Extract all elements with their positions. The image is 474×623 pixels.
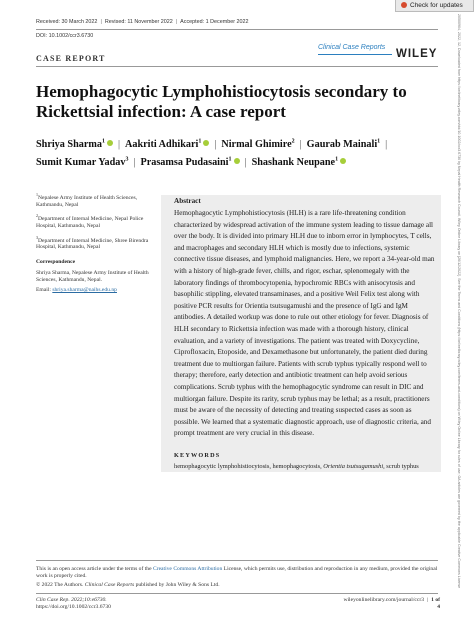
date-separator: | (100, 19, 102, 25)
crossmark-icon (401, 2, 407, 8)
license-divider (36, 560, 438, 561)
revised-date: Revised: 11 November 2022 (104, 19, 173, 25)
abstract-heading: Abstract (174, 197, 201, 205)
correspondence-address: Shriya Sharma, Nepalese Army Institute of Health Sciences, Kathmandu, Nepal. (36, 269, 149, 283)
accepted-date: Accepted: 1 December 2022 (180, 19, 249, 25)
footer-site: wileyonlinelibrary.com/journal/ccr3 | 1 of 4 (343, 597, 440, 610)
header-divider (36, 29, 438, 30)
license-notice (36, 566, 440, 590)
author[interactable]: Gaurab Mainali$^1$ | (306, 139, 388, 151)
doi: DOI: 10.1002/ccr3.6730 (36, 33, 94, 39)
author-list: Shriya Sharma$^1$ | Aakriti Adhikari$^1$ | Nirmal Ghimire$^2$ | Gaurab Mainali$^1$ | Sumit Kumar Yadav$^3$ | Prasamsa Pudasaini$^1$ | Shashank Neupane$^1$ (36, 135, 446, 171)
date-separator: | (175, 19, 178, 25)
download-info-text: 20500904, 2022, 12, Downloaded from https://onlinelibrary.wiley.com/doi/10.1002/ccr3.6730 by Nepal Health Research Council, Wiley Online Library on [26/12/2022]. See the Terms and Conditions (https://onlinelibrary.wiley.com/terms-and-conditions) on Wiley Online Library for rules of use; OA articles are governed by the applicable Creative Commons License (457, 14, 461, 589)
author[interactable]: Prasamsa Pudasaini$^1$ (140, 157, 239, 168)
author[interactable]: Aakriti Adhikari$^1$ (125, 139, 209, 150)
page-number: 1 of 4 (431, 597, 440, 610)
title-divider (36, 66, 438, 67)
correspondence-email: Email: shriya.sharma@naihs.edu.np (36, 287, 117, 294)
orcid-icon[interactable] (203, 140, 209, 146)
publisher-logo: WILEY (396, 48, 438, 60)
keywords-text: hemophagocytic lymphohistiocytosis, hemophagocytosis, Orientia tsutsugamushi, scrub typhus (174, 463, 419, 470)
orcid-icon[interactable] (234, 158, 240, 164)
journal-logo-bar (318, 54, 392, 55)
received-date: Received: 30 March 2022 (36, 19, 98, 25)
affiliation: $^3$Department of Internal Medicine, Shree Birendra Hospital, Kathmandu, Nepal (36, 234, 149, 251)
check-updates-label: Check for updates (410, 2, 463, 9)
affiliation: $^2$Department of Internal Medicine, Nepal Police Hospital, Kathmandu, Nepal (36, 213, 144, 230)
orcid-icon[interactable] (107, 140, 113, 146)
author[interactable]: Shashank Neupane$^1$ (252, 157, 347, 168)
keywords-heading: KEYWORDS (174, 452, 221, 459)
abstract-text: Hemophagocytic Lymphohistiocytosis (HLH) is a rare life-threatening condition characterized by widespread activation of the immune system leading to tissue damage all over the body. It is divided into primary HLH due to inborn error in lymphocytes, T cells, and macrophages and secondary HLH which is mostly due to infections, systemic connective tissue diseases, and lymphoid malignancies. Here, we report a 34-year-old man with a history of high-grade fever, chills, and rigor, eschar, splenomegaly with the laboratory findings of thrombocytopenia, hypochromic RBCs with anisocytosis and basophilic stippling, elevated transaminases, and a positive Weil Felix test along with positive PCR results for Orientia tsutsugamushi and the presence of IgG and IgM antibodies. A detailed workup was done to rule out other etiology for fever. Diagnosis of HLH secondary to Rickettsia infection was made with a thorough history, clinical evaluation, and a variety of investigations. The patient was treated with Doxycycline, Ciprofloxacin, Etoposide, and Dexamethasone but unfortunately, the patient died during treatment due to multiorgan failure. Patients with scrub typhus typically respond well to therapy; therefore, early detection and antibiotic treatment can help avoid serious complications. Scrub typhus with the hemophagocytic syndrome can result in DIC and multiorgan failure. Despite its rarity, scrub typhus may be lethal; as a result, practitioners must be aware of the necessity of detecting and treating suspected cases as soon as possible. We learned that a systematic diagnostic approach, use of diagnostic criteria, and prompt treatment are very crucial in this disease. (174, 209, 435, 438)
article-title: Hemophagocytic Lymphohistiocytosis secondary to Rickettsial infection: A case report (36, 82, 407, 121)
citation: Clin Case Rep. 2022;10:e6730. (36, 597, 107, 603)
license-line: This is an open access article under the terms of the Creative Commons Attribution License, which permits use, distribution and reproduction in any medium, provided the original work is properly cited. (36, 566, 438, 579)
footer-citation (36, 597, 111, 611)
email-link[interactable]: shriya.sharma@naihs.edu.np (52, 287, 117, 294)
author[interactable]: Nirmal Ghimire$^2$ (221, 139, 295, 151)
journal-logo: Clinical Case Reports (318, 44, 386, 51)
download-info-strip (452, 14, 470, 614)
author[interactable]: Shriya Sharma$^1$ (36, 139, 113, 150)
footer-divider (36, 593, 438, 594)
doi-url[interactable]: https://doi.org/10.1002/ccr3.6730 (36, 604, 111, 610)
affiliation: $^1$Nepalese Army Institute of Health Sciences, Kathmandu, Nepal (36, 192, 138, 208)
site-url[interactable]: wileyonlinelibrary.com/journal/ccr3 (343, 597, 425, 603)
check-for-updates-button[interactable] (395, 0, 474, 12)
cc-license-link[interactable]: Creative Commons Attribution (152, 566, 223, 572)
article-dates (36, 19, 249, 25)
correspondence-heading: Correspondence (36, 259, 76, 266)
author[interactable]: Sumit Kumar Yadav$^3$ (36, 156, 129, 169)
orcid-icon[interactable] (340, 158, 346, 164)
section-label: CASE REPORT (36, 54, 106, 63)
copyright-line: © 2022 The Authors. Clinical Case Reports published by John Wiley & Sons Ltd. (36, 581, 220, 588)
affiliations (36, 191, 154, 298)
